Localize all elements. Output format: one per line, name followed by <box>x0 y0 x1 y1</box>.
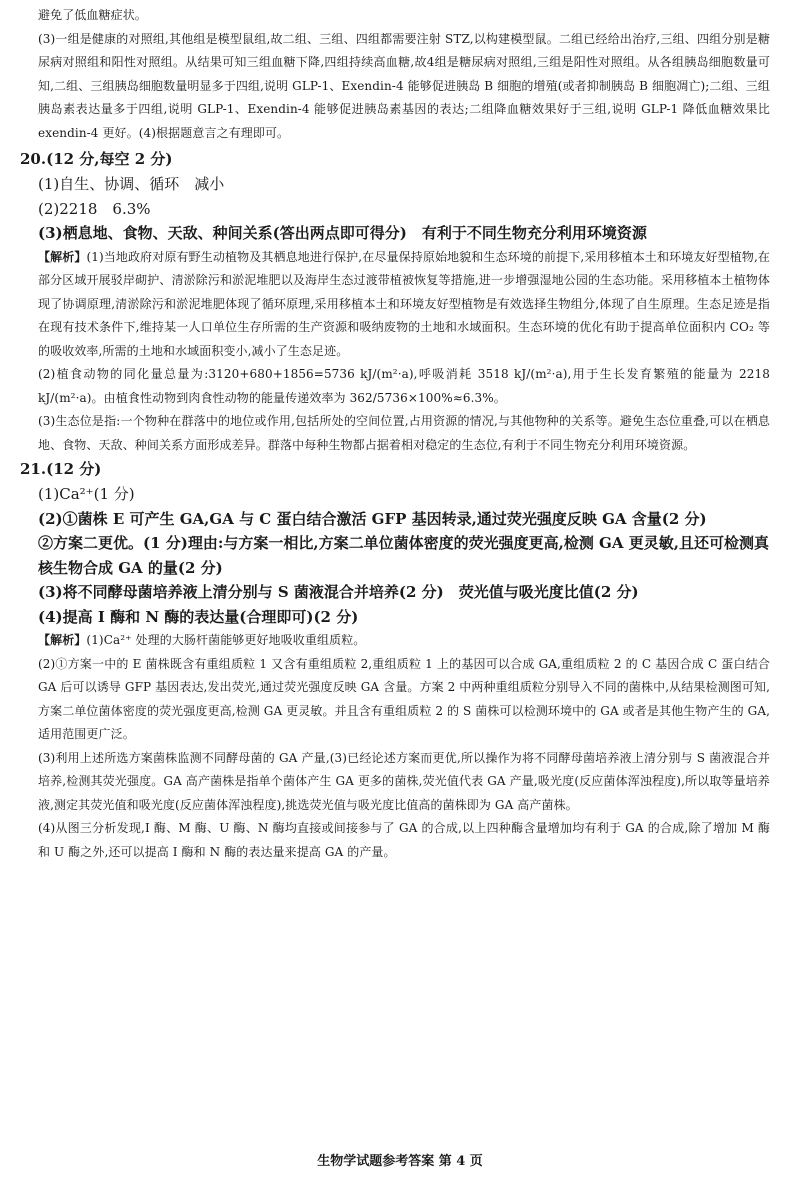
q20-answer-3: (3)栖息地、食物、天敌、种间关系(答出两点即可得分) 有利于不同生物充分利用环境资源 <box>38 224 647 242</box>
q20-heading: 20.(12 分,每空 2 分) <box>20 150 173 168</box>
q21-analysis-2: (2)①方案一中的 E 菌株既含有重组质粒 1 又含有重组质粒 2,重组质粒 1 上的基因可以合成 GA,重组质粒 2 的 C 基因合成 C 蛋白结合 GA 后可以诱导 GFP 基因表达,发出荧光,通过荧光强度反映 GA 含量。方案 2 中两种重组质粒分别导入不同的菌株中,从结果检测图可知,方案二单位菌体密度的荧光强度更高,检测 GA 更灵敏。并且含有重组质粒 2 的 S 菌株可以检测环境中的 GA 或者是其他生物产生的 GA,适用范围更广泛。 <box>38 656 770 741</box>
q20-answer-1: (1)自生、协调、循环 减小 <box>38 175 225 193</box>
q21-answer-3: ②方案二更优。(1 分)理由:与方案一相比,方案二单位菌体密度的荧光强度更高,检测 GA 更灵敏,且还可检测真核生物合成 GA 的量(2 分) <box>38 534 769 577</box>
q20-analysis-3: (3)生态位是指:一个物种在群落中的地位或作用,包括所处的空间位置,占用资源的情况,与其他物种的关系等。避免生态位重叠,可以在栖息地、食物、天敌、种间关系方面形成差异。群落中每种生物都占据着相对稳定的生态位,有利于不同生物充分利用环境资源。 <box>38 414 770 452</box>
page-footer: 生物学试题参考答案 第 4 页 <box>317 1154 483 1169</box>
q21-answer-5: (4)提高 I 酶和 N 酶的表达量(合理即可)(2 分) <box>38 607 359 626</box>
q21-analysis-1 <box>38 629 770 653</box>
analysis-label: 【解析】 <box>38 249 87 264</box>
q20-analysis-1 <box>38 246 770 364</box>
q21-analysis-text-1: (1)Ca²⁺ 处理的大肠杆菌能够更好地吸收重组质粒。 <box>86 633 366 647</box>
question-21 <box>0 457 800 864</box>
q20-analysis-text-1: (1)当地政府对原有野生动植物及其栖息地进行保护,在尽量保持原始地貌和生态环境的前提下,采用移植本土和环境友好型植物,在部分区域开展驳岸砌护、清淤除污和淤泥堆肥以及海岸生态过渡带植被恢复等措施,进一步增强湿地公园的生态功能。采用移植本土植物体现了协调原理,清淤除污和淤泥堆肥体现了循环原理,采用移植本土和环境友好型植物是有效选择生物组分,体现了自生原理。生态足迹是指在现有技术条件下,维持某一人口单位生存所需的生产资源和吸纳废物的土地和水域面积。生态环境的优化有助于提高单位面积内 CO₂ 等的吸收效率,所需的土地和水域面积变小,减小了生态足迹。 <box>38 249 770 358</box>
intro-line: 避免了低血糖症状。 <box>38 8 147 22</box>
q21-analysis-3: (3)利用上述所选方案菌株监测不同酵母菌的 GA 产量,(3)已经论述方案而更优,所以操作为将不同酵母菌培养液上清分别与 S 菌液混合并培养,检测其荧光强度。GA 高产菌株是指单个菌体产生 GA 更多的菌株,荧光值代表 GA 产量,吸光度(反应菌体浑浊程度),所以取等量培养液,测定其荧光值和吸光度(反应菌体浑浊程度),挑选荧光值与吸光度比值高的菌株即为 GA 高产菌株。 <box>38 750 770 812</box>
q20-answer-2: (2)2218 6.3% <box>38 199 151 218</box>
intro-section <box>0 4 800 145</box>
intro-paragraph: (3)一组是健康的对照组,其他组是模型鼠组,故二组、三组、四组都需要注射 STZ,以构建模型鼠。二组已经给出治疗,三组、四组分别是糖尿病对照组和阳性对照组。从结果可知三组血糖下降,四组持续高血糖,故4组是糖尿病对照组,三组是阳性对照组。从各组胰岛细胞数量可知,二组、三组胰岛细胞数量明显多于四组,说明 GLP-1、Exendin-4 能够促进胰岛 B 细胞的增殖(或者抑制胰岛 B 细胞凋亡);二组、三组胰岛素表达量多于四组,说明 GLP-1、Exendin-4 能够促进胰岛素基因的表达;二组降血糖效果好于三组,说明 GLP-1 降低血糖效果比 exendin-4 更好。(4)根据题意言之有理即可。 <box>38 31 770 140</box>
question-20 <box>0 147 800 457</box>
q21-answer-1: (1)Ca²⁺(1 分) <box>38 485 135 503</box>
q21-answer-4: (3)将不同酵母菌培养液上清分别与 S 菌液混合并培养(2 分) 荧光值与吸光度比值(2 分) <box>38 583 639 601</box>
q21-analysis-4: (4)从图三分析发现,I 酶、M 酶、U 酶、N 酶均直接或间接参与了 GA 的合成,以上四种酶含量增加均有利于 GA 的合成,除了增加 M 酶和 U 酶之外,还可以提高 I 酶和 N 酶的表达量来提高 GA 的产量。 <box>38 821 770 859</box>
q21-heading: 21.(12 分) <box>20 460 102 478</box>
analysis-label: 【解析】 <box>38 633 87 647</box>
q21-answer-2: (2)①菌株 E 可产生 GA,GA 与 C 蛋白结合激活 GFP 基因转录,通过荧光强度反映 GA 含量(2 分) <box>38 509 707 528</box>
q20-analysis-2: (2)植食动物的同化量总量为:3120+680+1856=5736 kJ/(m²·a),呼吸消耗 3518 kJ/(m²·a),用于生长发育繁殖的能量为 2218 kJ/(m²·a)。由植食性动物到肉食性动物的能量传递效率为 362/5736×100%≈6.3%。 <box>38 367 770 405</box>
